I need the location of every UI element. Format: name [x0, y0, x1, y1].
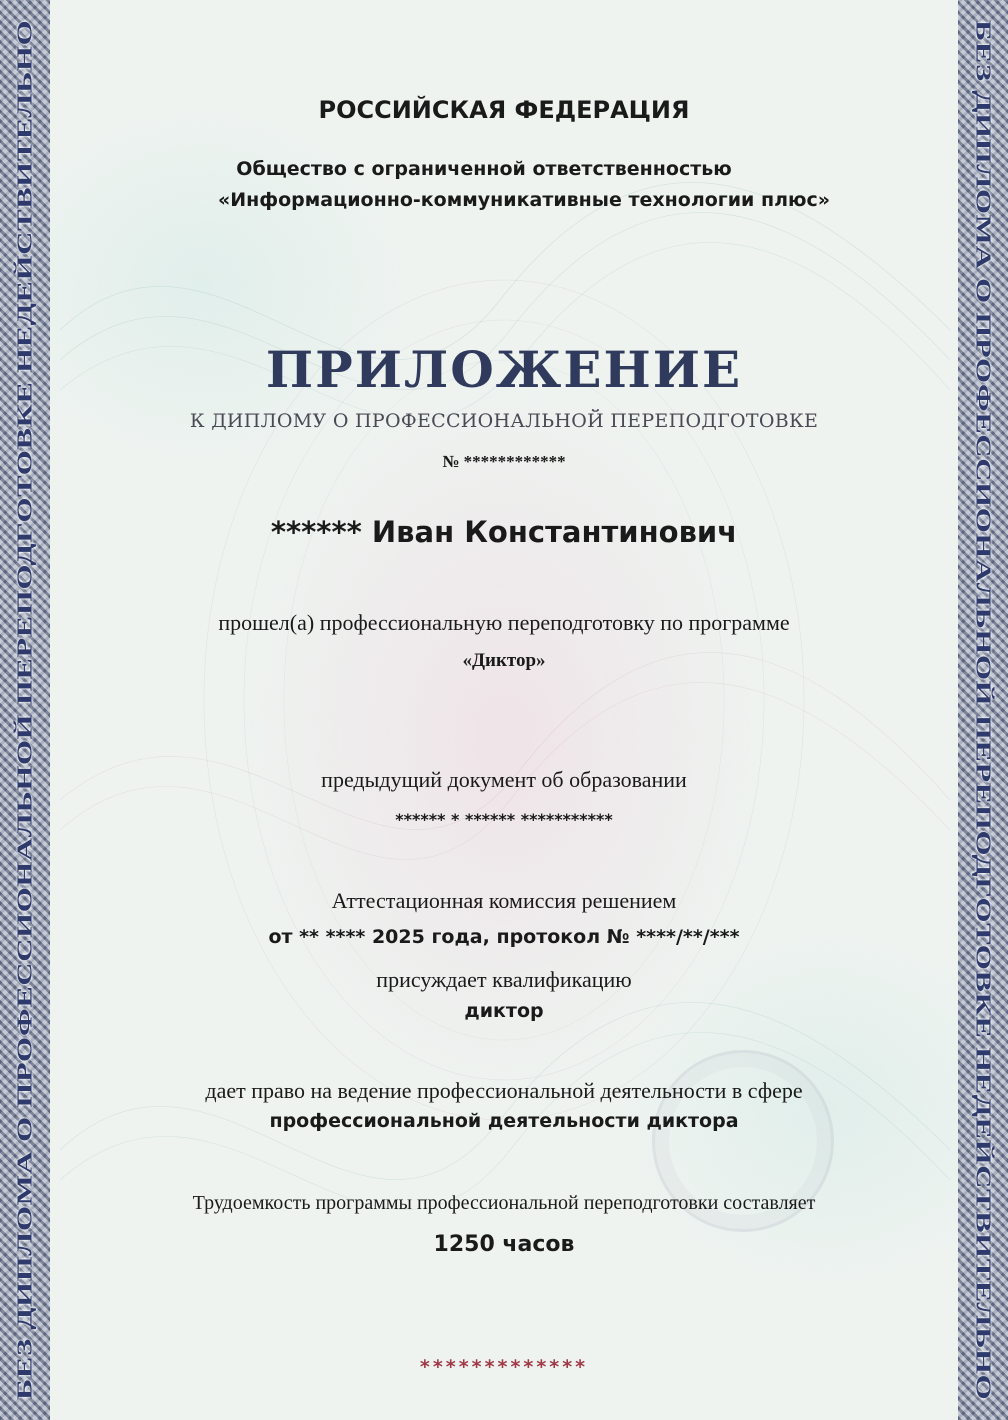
program-name: «Диктор»: [462, 650, 546, 671]
protocol-info: от ** **** 2025 года, протокол № ****/**/***: [268, 926, 740, 948]
previous-document-label: предыдущий документ об образовании: [321, 767, 687, 792]
previous-document-value: ****** * ****** ***********: [395, 810, 613, 829]
organization-type: Общество с ограниченной ответственностью: [236, 158, 732, 180]
qualification-value: диктор: [464, 1000, 544, 1022]
country-heading: РОССИЙСКАЯ ФЕДЕРАЦИЯ: [318, 96, 690, 124]
awards-qualification-text: присуждает квалификацию: [376, 967, 632, 992]
rights-text: дает право на ведение профессиональной деятельности в сфере: [205, 1078, 803, 1103]
activity-sphere: профессиональной деятельности диктора: [269, 1110, 739, 1132]
program-completed-text: прошел(а) профессиональную переподготовку по программе: [218, 610, 790, 635]
document-body: [60, 0, 948, 1420]
organization-name: «Информационно-коммуникативные технологии плюс»: [217, 189, 831, 211]
left-border-strip: [0, 0, 50, 1420]
holder-full-name: ****** Иван Константинович: [270, 515, 738, 549]
document-subtitle: К ДИПЛОМУ О ПРОФЕССИОНАЛЬНОЙ ПЕРЕПОДГОТОВКЕ: [189, 410, 819, 432]
commission-text: Аттестационная комиссия решением: [331, 888, 677, 913]
right-border-text: БЕЗ ДИПЛОМА О ПРОФЕССИОНАЛЬНОЙ ПЕРЕПОДГОТОВКЕ НЕДЕЙСТВИТЕЛЬНО: [971, 19, 996, 1401]
document-title: ПРИЛОЖЕНИЕ: [265, 340, 743, 399]
serial-number: *************: [419, 1356, 589, 1378]
right-border-strip: [958, 0, 1008, 1420]
workload-hours: 1250 часов: [433, 1232, 575, 1257]
left-border-text: БЕЗ ДИПЛОМА О ПРОФЕССИОНАЛЬНОЙ ПЕРЕПОДГОТОВКЕ НЕДЕЙСТВИТЕЛЬНО: [12, 19, 37, 1401]
document-number: № ************: [442, 452, 566, 471]
workload-text: Трудоемкость программы профессиональной переподготовки составляет: [192, 1192, 816, 1214]
